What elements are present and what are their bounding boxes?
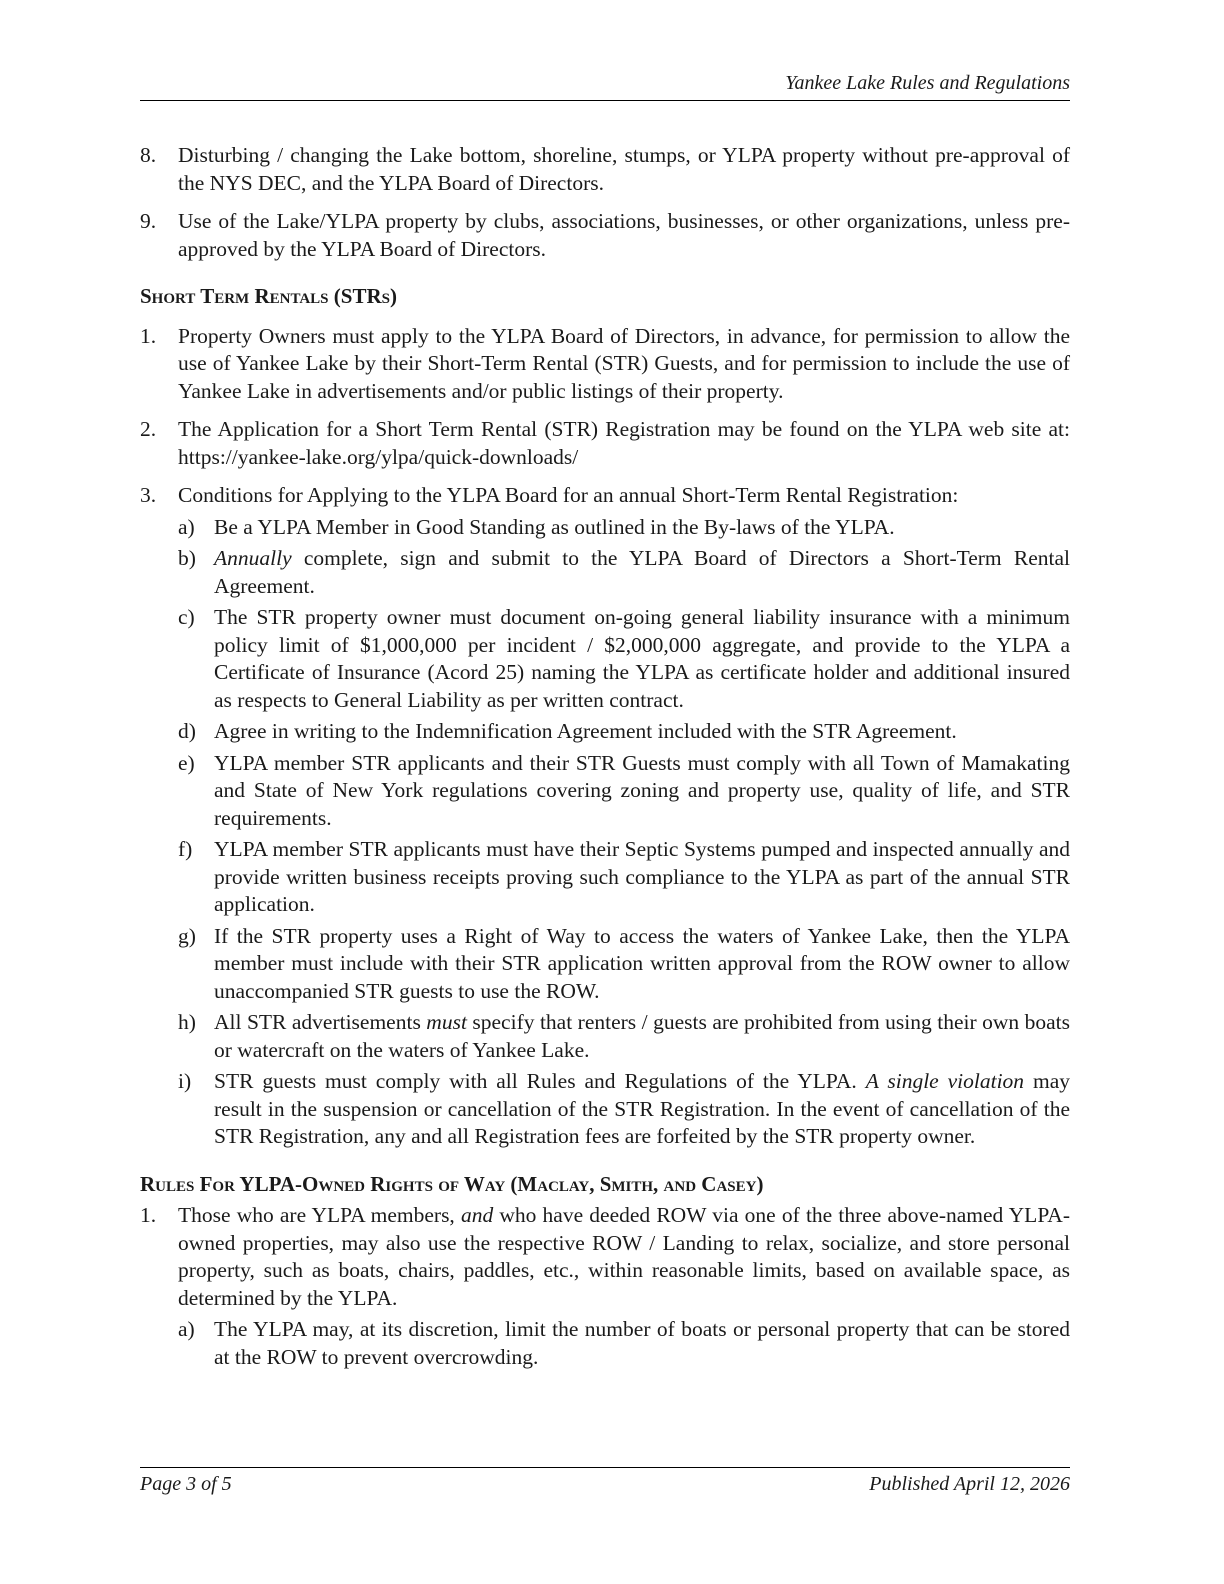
sub-item-g bbox=[178, 923, 1070, 1006]
page-number: Page 3 of 5 bbox=[140, 1473, 232, 1495]
sub-text: YLPA member STR applicants and their STR Guests must comply with all Town of Mamakating and State of New York regulations covering zoning and property use, quality of life, and STR requirements. bbox=[214, 750, 1070, 830]
sub-letter: e) bbox=[178, 750, 195, 775]
item-text: Disturbing / changing the Lake bottom, shoreline, stumps, or YLPA property without pre-approval of the NYS DEC, and the YLPA Board of Directors. bbox=[178, 143, 1070, 195]
document-body bbox=[140, 142, 1070, 1382]
running-header bbox=[140, 70, 1070, 101]
section-heading-row: Rules For YLPA-Owned Rights of Way (Maclay, Smith, and Casey) bbox=[140, 1171, 764, 1196]
sub-letter: b) bbox=[178, 546, 196, 570]
sub-letter: f) bbox=[178, 837, 193, 861]
item-text bbox=[178, 1202, 1070, 1312]
item-number: 1. bbox=[140, 1203, 157, 1227]
section-heading-str: Short Term Rentals (STRs) bbox=[140, 284, 397, 308]
sub-item-b bbox=[178, 545, 1070, 600]
emphasis: Annually bbox=[214, 546, 292, 570]
emphasis: and bbox=[460, 1203, 494, 1227]
sub-letter: i) bbox=[178, 1069, 192, 1093]
sub-text: YLPA member STR applicants must have their Septic Systems pumped and inspected annually and provide written business receipts proving such compliance to the YLPA as part of the annual STR application. bbox=[214, 837, 1070, 916]
sub-letter: a) bbox=[178, 1317, 195, 1341]
sub-text bbox=[214, 1009, 1070, 1064]
sub-item-c bbox=[178, 604, 1070, 714]
str-item-2 bbox=[140, 416, 1070, 471]
sub-text-rest: complete, sign and submit to the YLPA Board of Directors a Short-Term Rental Agreement. bbox=[214, 546, 1070, 598]
sub-item-f bbox=[178, 836, 1070, 919]
sub-text-post: may result in the suspension or cancellation of the STR Registration. In the event of cancellation of the STR Registration, any and all Registration fees are forfeited by the STR property owner. bbox=[214, 1069, 1070, 1148]
row-sub-list bbox=[178, 1316, 1070, 1371]
sub-text: If the STR property uses a Right of Way to access the waters of Yankee Lake, then the YLPA member must include with their STR application written approval from the ROW owner to allow unaccompanied STR guests to use the ROW. bbox=[214, 923, 1070, 1003]
sub-text: The STR property owner must document on-going general liability insurance with a minimum policy limit of $1,000,000 per incident / $2,000,000 aggregate, and provide to the YLPA a Certificate of Insurance (Acord 25) naming the YLPA as certificate holder and additional insured as respects to General Liability as per written contract. bbox=[214, 605, 1070, 712]
list-item-9 bbox=[140, 208, 1070, 263]
str-item-3 bbox=[140, 482, 1070, 510]
sub-item-e bbox=[178, 750, 1070, 833]
sub-item-i bbox=[178, 1068, 1070, 1151]
emphasis: A single violation bbox=[865, 1069, 1025, 1093]
item-text: Use of the Lake/YLPA property by clubs, associations, businesses, or other organizations, unless pre-approved by the YLPA Board of Directors. bbox=[178, 209, 1070, 261]
sub-letter: h) bbox=[178, 1010, 196, 1034]
item-text-post: who have deeded ROW via one of the three above-named YLPA-owned properties, may also use the respective ROW / Landing to relax, socialize, and store personal property, such as boats, chairs, paddles, etc., within reasonable limits, based on available space, as determined by the YLPA. bbox=[178, 1203, 1070, 1310]
item-text-pre: Those who are YLPA members, bbox=[178, 1203, 461, 1227]
header-title: Yankee Lake Rules and Regulations bbox=[785, 72, 1070, 94]
sub-letter: g) bbox=[178, 923, 196, 948]
publish-date: Published April 12, 2026 bbox=[869, 1473, 1070, 1495]
sub-item-a bbox=[178, 514, 1070, 542]
sub-text-post: specify that renters / guests are prohibited from using their own boats or watercraft on the waters of Yankee Lake. bbox=[214, 1010, 1070, 1062]
item-number: 1. bbox=[140, 323, 157, 348]
sub-text bbox=[214, 545, 1070, 600]
sub-letter: d) bbox=[178, 719, 196, 743]
emphasis: must bbox=[426, 1010, 467, 1034]
sub-text: Be a YLPA Member in Good Standing as outlined in the By-laws of the YLPA. bbox=[214, 514, 895, 539]
sub-item-h bbox=[178, 1009, 1070, 1064]
sub-text-pre: All STR advertisements bbox=[214, 1010, 427, 1034]
item-text: The Application for a Short Term Rental (STR) Registration may be found on the YLPA web site at: https://yankee-lake.org/ylpa/quick-downloads/ bbox=[178, 417, 1070, 469]
running-footer bbox=[140, 1467, 1070, 1508]
sub-letter: c) bbox=[178, 605, 195, 629]
sub-text bbox=[214, 1068, 1070, 1151]
list-item-8 bbox=[140, 142, 1070, 197]
item-number: 8. bbox=[140, 143, 157, 167]
item-number: 3. bbox=[140, 483, 157, 507]
row-sub-item-a bbox=[178, 1316, 1070, 1371]
item-text: Conditions for Applying to the YLPA Board for an annual Short-Term Rental Registration: bbox=[178, 483, 959, 507]
sub-text-pre: STR guests must comply with all Rules and Regulations of the YLPA. bbox=[214, 1069, 866, 1093]
sub-text: The YLPA may, at its discretion, limit the number of boats or personal property that can be stored at the ROW to prevent overcrowding. bbox=[214, 1317, 1070, 1369]
row-item-1 bbox=[140, 1202, 1070, 1312]
sub-text: Agree in writing to the Indemnification Agreement included with the STR Agreement. bbox=[214, 719, 957, 743]
item-number: 9. bbox=[140, 209, 157, 233]
str-item-1 bbox=[140, 323, 1070, 406]
item-text: Property Owners must apply to the YLPA Board of Directors, in advance, for permission to allow the use of Yankee Lake by their Short-Term Rental (STR) Guests, and for permission to include the use of Yankee Lake in advertisements and/or public listings of their property. bbox=[178, 323, 1070, 403]
str-conditions-list bbox=[178, 514, 1070, 1151]
sub-item-d bbox=[178, 718, 1070, 746]
sub-letter: a) bbox=[178, 514, 195, 539]
item-number: 2. bbox=[140, 417, 157, 441]
